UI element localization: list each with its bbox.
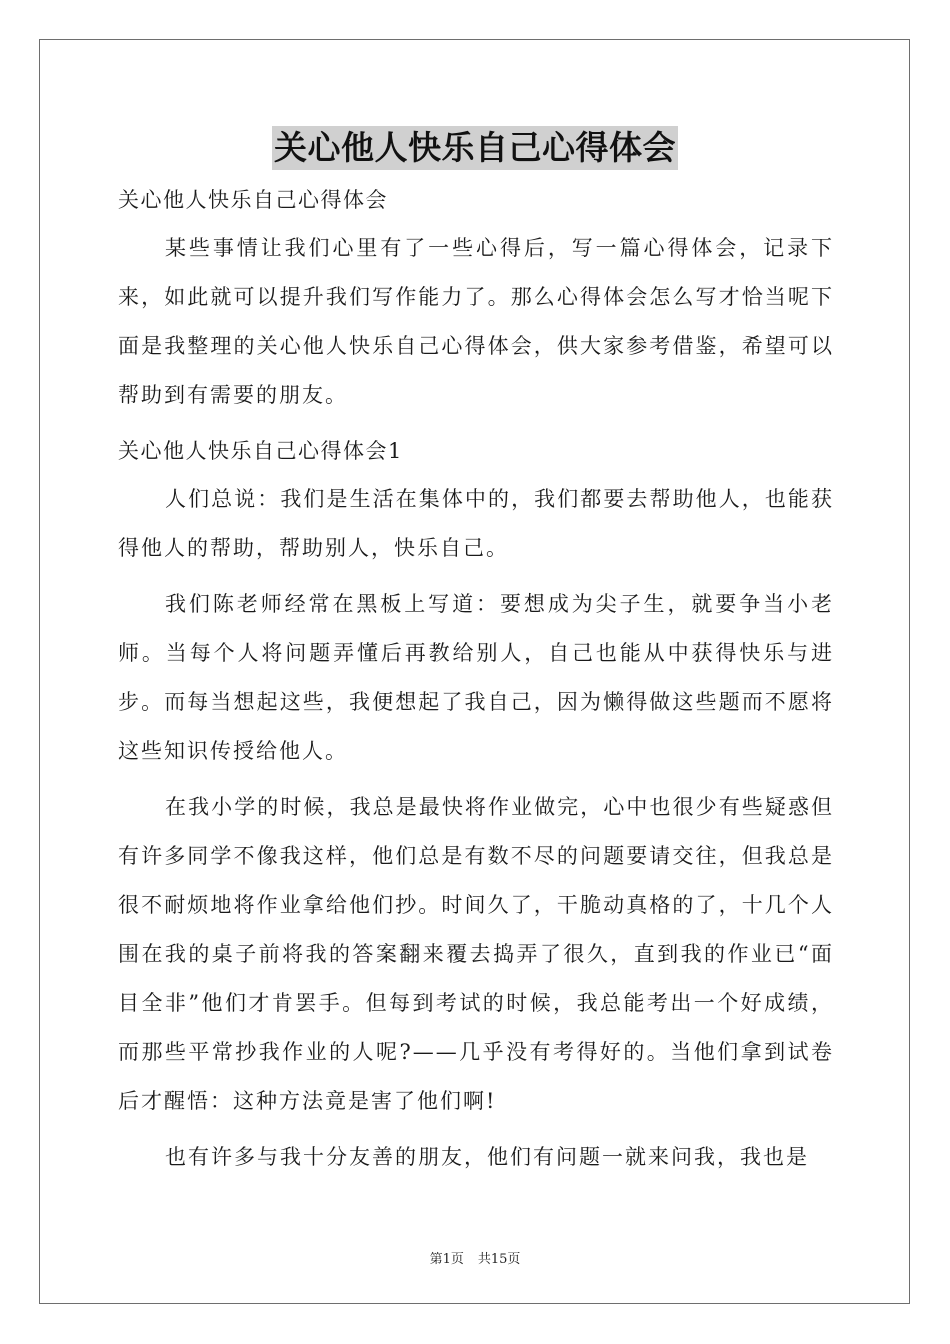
page-number: 第1页 [429,1252,464,1267]
page-footer [0,1248,950,1267]
paragraph-3: 在我小学的时候，我总是最快将作业做完，心中也很少有些疑惑但有许多同学不像我这样，他们总是有数不尽的问题要请交往，但我总是很不耐烦地将作业拿给他们抄。时间久了，干脆动真格的了，十几个人围在我的桌子前将我的答案翻来覆去捣弄了很久，直到我的作业已“面目全非”他们才肯罢手。但每到考试的时候，我总能考出一个好成绩，而那些平常抄我作业的人呢?——几乎没有考得好的。当他们拿到试卷后才醒悟：这种方法竟是害了他们啊! [118,795,834,1113]
page-total: 共15页 [477,1252,521,1267]
section-heading-1: 关心他人快乐自己心得体会1 [118,439,403,463]
document-title: 关心他人快乐自己心得体会 [272,126,678,170]
paragraph-4: 也有许多与我十分友善的朋友，他们有问题一就来问我，我也是 [165,1145,809,1169]
paragraph-intro: 某些事情让我们心里有了一些心得后，写一篇心得体会，记录下来，如此就可以提升我们写作能力了。那么心得体会怎么写才恰当呢下面是我整理的关心他人快乐自己心得体会，供大家参考借鉴，希望可以帮助到有需要的朋友。 [118,236,834,407]
document-body [118,176,834,1182]
paragraph-2: 我们陈老师经常在黑板上写道：要想成为尖子生，就要争当小老师。当每个人将问题弄懂后再教给别人，自己也能从中获得快乐与进步。而每当想起这些，我便想起了我自己，因为懒得做这些题而不愿将这些知识传授给他人。 [118,592,834,763]
intro-heading: 关心他人快乐自己心得体会 [118,188,388,212]
paragraph-1: 人们总说：我们是生活在集体中的，我们都要去帮助他人，也能获得他人的帮助，帮助别人，快乐自己。 [118,487,834,560]
title-container [0,126,950,170]
